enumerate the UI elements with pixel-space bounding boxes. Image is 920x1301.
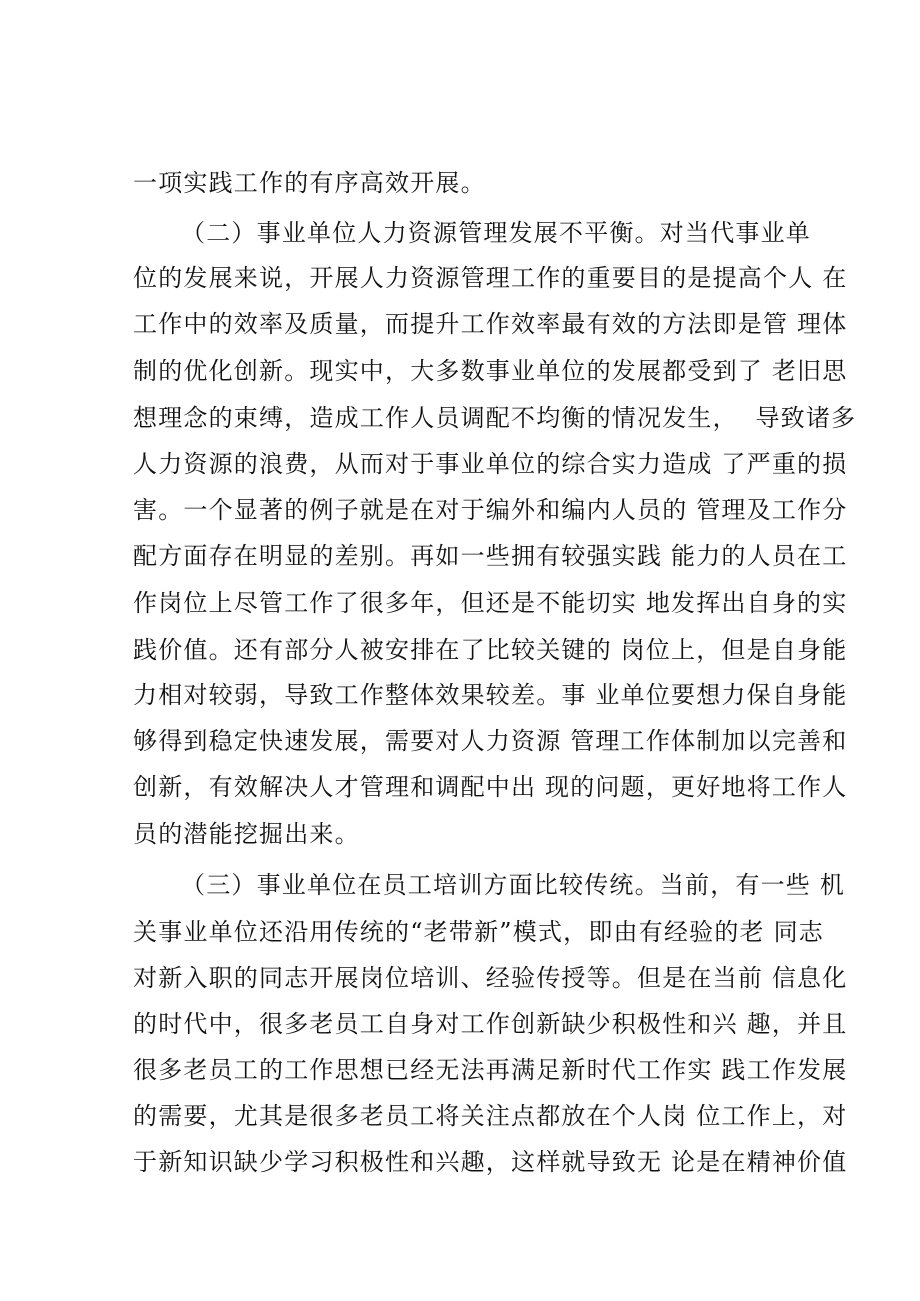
text-line: 工作中的效率及质量，而提升工作效率最有效的方法即是管 理体	[133, 310, 848, 338]
text-line: 作岗位上尽管工作了很多年，但还是不能切实 地发挥出自身的实	[133, 589, 848, 617]
text-line: 的需要，尤其是很多老员工将关注点都放在个人岗 位工作上，对	[133, 1102, 848, 1130]
text-line: 关事业单位还沿用传统的“老带新”模式，即由有经验的老 同志	[133, 918, 824, 946]
text-line: 一项实践工作的有序高效开展。	[133, 169, 486, 197]
text-line: 很多老员工的工作思想已经无法再满足新时代工作实 践工作发展	[133, 1056, 848, 1084]
text-line: 践价值。还有部分人被安排在了比较关键的 岗位上，但是自身能	[133, 636, 848, 664]
text-line: 创新，有效解决人才管理和调配中出 现的问题，更好地将工作人	[133, 773, 848, 801]
paragraph-heading-3: （三）事业单位在员工培训方面比较传统。当前，有一些 机	[181, 871, 846, 899]
text-line: 想理念的束缚，造成工作人员调配不均衡的情况发生， 导致诸多	[133, 404, 857, 432]
text-line: 的时代中，很多老员工自身对工作创新缺少积极性和兴 趣，并且	[133, 1010, 848, 1038]
text-line: 制的优化创新。现实中，大多数事业单位的发展都受到了 老旧思	[133, 357, 848, 385]
text-line: 害。一个显著的例子就是在对于编外和编内人员的 管理及工作分	[133, 496, 848, 524]
text-line: 力相对较弱，导致工作整体效果较差。事 业单位要想力保自身能	[133, 681, 848, 709]
text-line: 对新入职的同志开展岗位培训、经验传授等。但是在当前 信息化	[133, 964, 848, 992]
text-line: 人力资源的浪费，从而对于事业单位的综合实力造成 了严重的损	[133, 450, 848, 478]
text-line: 位的发展来说，开展人力资源管理工作的重要目的是提高个人 在	[133, 264, 848, 292]
text-line: 配方面存在明显的差别。再如一些拥有较强实践 能力的人员在工	[133, 542, 848, 570]
paragraph-heading-2: （二）事业单位人力资源管理发展不平衡。对当代事业单	[181, 219, 811, 247]
text-line: 于新知识缺少学习积极性和兴趣，这样就导致无 论是在精神价值	[133, 1148, 848, 1176]
text-line: 够得到稳定快速发展，需要对人力资源 管理工作体制加以完善和	[133, 727, 848, 755]
text-line: 员的潜能挖掘出来。	[133, 820, 360, 848]
